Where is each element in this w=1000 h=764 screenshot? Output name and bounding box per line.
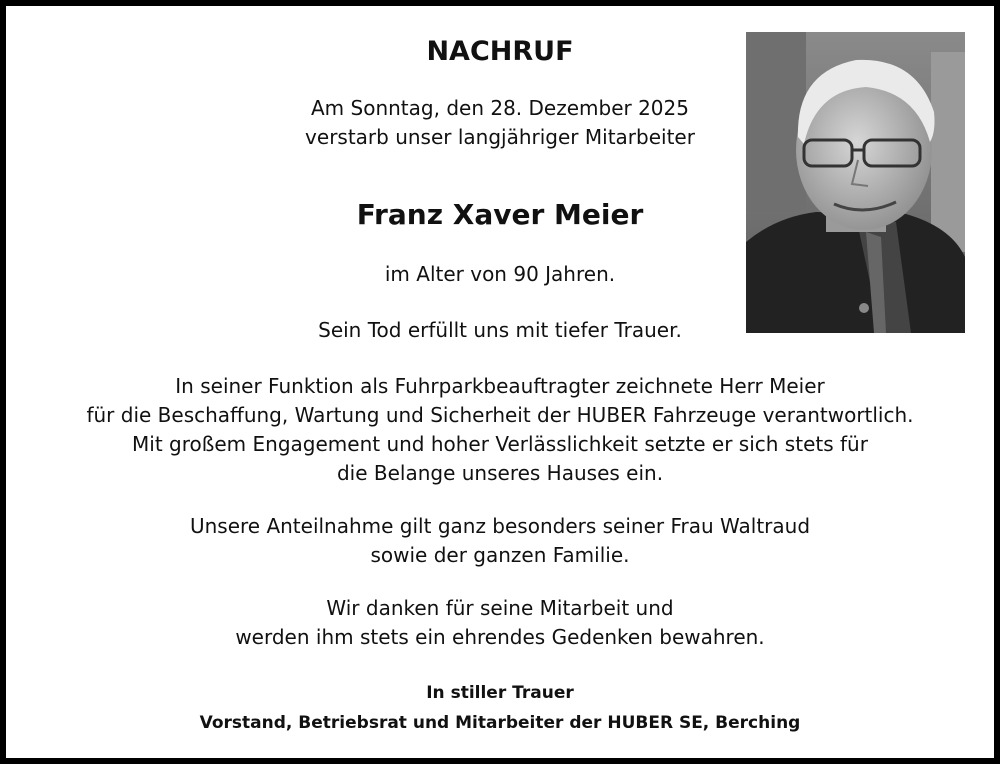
tribute-paragraph — [6, 372, 994, 488]
portrait-photo — [746, 32, 965, 333]
notice-heading: NACHRUF — [426, 36, 574, 67]
portrait-illustration — [746, 32, 965, 333]
obituary-notice — [6, 6, 994, 758]
thanks-paragraph — [6, 594, 994, 652]
closing-line: In stiller Trauer — [426, 683, 574, 703]
condolence-line: sowie der ganzen Familie. — [370, 543, 630, 567]
condolence-paragraph — [6, 512, 994, 570]
closing-signature — [6, 678, 994, 738]
age-line: im Alter von 90 Jahren. — [384, 262, 616, 286]
deceased-name: Franz Xaver Meier — [356, 198, 644, 231]
tribute-line: Mit großem Engagement und hoher Verlässlichkeit setzte er sich stets für — [132, 432, 868, 456]
sorrow-line: Sein Tod erfüllt uns mit tiefer Trauer. — [318, 318, 682, 342]
tribute-line: In seiner Funktion als Fuhrparkbeauftragter zeichnete Herr Meier — [175, 374, 825, 398]
thanks-line: Wir danken für seine Mitarbeit und — [326, 596, 674, 620]
closing-line: Vorstand, Betriebsrat und Mitarbeiter der HUBER SE, Berching — [199, 713, 801, 733]
intro-line: Am Sonntag, den 28. Dezember 2025 — [311, 96, 689, 120]
tribute-line: für die Beschaffung, Wartung und Sicherheit der HUBER Fahrzeuge verantwortlich. — [86, 403, 914, 427]
intro-line: verstarb unser langjähriger Mitarbeiter — [305, 125, 695, 149]
condolence-line: Unsere Anteilnahme gilt ganz besonders seiner Frau Waltraud — [189, 514, 811, 538]
tribute-line: die Belange unseres Hauses ein. — [336, 461, 664, 485]
thanks-line: werden ihm stets ein ehrendes Gedenken bewahren. — [235, 625, 765, 649]
